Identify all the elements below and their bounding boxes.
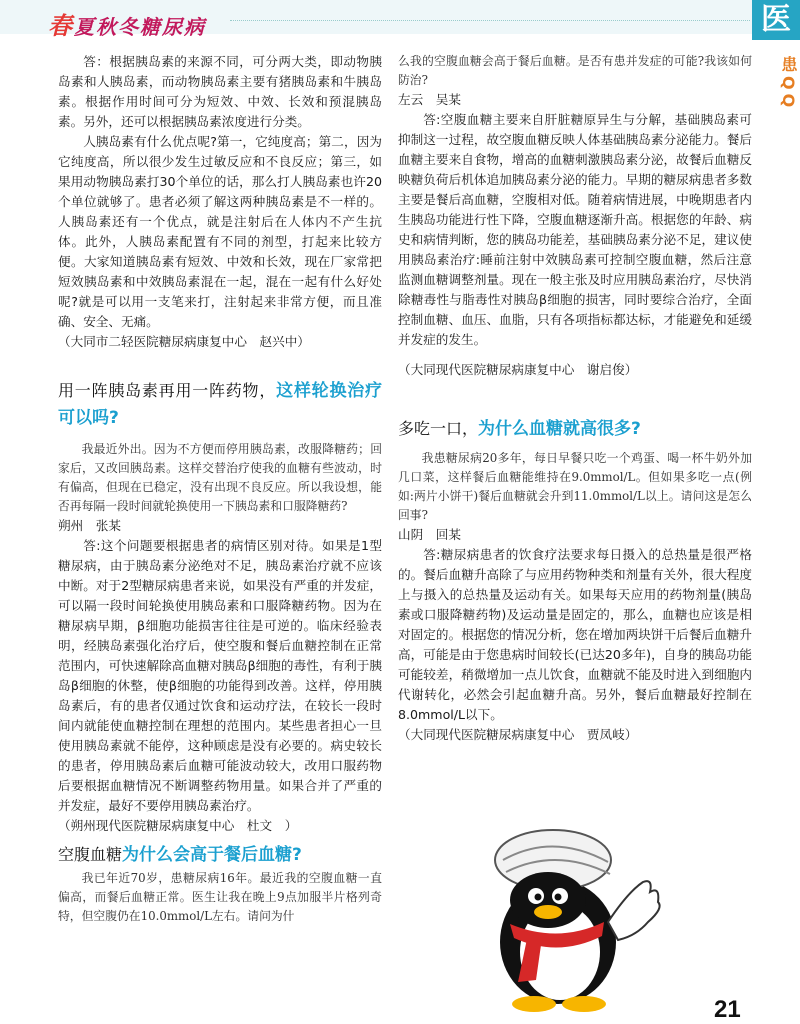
question-signature: 山阴 回某	[398, 527, 461, 542]
side-strip-label: 患QQ	[779, 56, 798, 112]
magazine-column-title: 春夏秋冬糖尿病	[48, 11, 206, 40]
reader-question-continued: 么我的空腹血糖会高于餐后血糖。是否有患并发症的可能?我该如何防治?	[398, 54, 752, 87]
intro-answer-2: 人胰岛素有什么优点呢?第一，它纯度高；第二，因为它纯度高，所以很少发生过敏反应和不良反应；第三，如果用动物胰岛素打30个单位的话，那么打人胰岛素也许20个单位就够了。患者必须了解这两种胰岛素是不一样的。人胰岛素还有一个优点，就是注射后在人体内不产生抗体。此外，人胰岛素配置有不同的剂型，打起来比较方便。大家知道胰岛素有短效、中效和长效，现在厂家常把短效胰岛素和中效胰岛素混在一起，混在一起有什么好处呢?就是可以用一支笔来打，注射起来非常方便，而且准确、安全、无痛。	[58, 134, 382, 329]
answer-source: （大同现代医院糖尿病康复中心 谢启俊）	[398, 362, 638, 377]
answer-source: （朔州现代医院糖尿病康复中心 杜文 ）	[58, 818, 298, 833]
doctor-answer: 答:糖尿病患者的饮食疗法要求每日摄入的总热量是很严格的。餐后血糖升高除了与应用药物种类和剂量有关外，很大程度上与摄入的总热量及运动有关。如果每天应用的药物剂量(胰岛素或口服降糖药物)及运动量是固定的，那么，血糖也应该是相对固定的。根据您的情况分析，您在增加两块饼干后餐后血糖升高，可能是由于您患病时间较长(已达20多年)，自身的胰岛功能可能较差，稍微增加一点儿饮食，血糖就不能及时进入到细胞内代谢转化，必然会引起血糖升高。另外，餐后血糖最好控制在8.0mmol/L以下。	[398, 547, 752, 722]
intro-source: （大同市二轻医院糖尿病康复中心 赵兴中）	[58, 334, 310, 349]
section-title: 用一阵胰岛素再用一阵药物，这样轮换治疗可以吗?	[58, 381, 382, 428]
doctor-answer: 答:这个问题要根据患者的病情区别对待。如果是1型糖尿病，由于胰岛素分泌绝对不足，胰岛素治疗就不应该中断。对于2型糖尿病患者来说，如果没有严重的并发症，可以隔一段时间轮换使用胰岛素和口服降糖药物。因为在糖尿病早期，β细胞功能损害往往是可逆的。临床经验表明，经胰岛素强化治疗后，使空腹和餐后血糖控制在正常范围内，可快速解除高血糖对胰岛β细胞的毒性，有利于胰岛β细胞的休整，使β细胞的功能得到改善。这样，停用胰岛素后，有的患者仅通过饮食和运动疗法，在较长一段时间内就能使血糖控制在理想的范围内。某些患者担心一旦使用胰岛素就不能停，这种顾虑是没有必要的。病史较长的患者，停用胰岛素后血糖可能波动较大，改用口服药物后要根据血糖情况不断调整药物用量。如果合并了严重的并发症，最好不要停用胰岛素治疗。	[58, 538, 382, 813]
doctor-answer: 答:空腹血糖主要来自肝脏糖原异生与分解，基础胰岛素可抑制这一过程，故空腹血糖反映人体基础胰岛素分泌能力。餐后血糖主要来自食物，增高的血糖刺激胰岛素分泌，故餐后血糖反映糖负荷后机体追加胰岛素分泌的能力。早期的糖尿病患者多数主要是餐后高血糖，空腹相对低。随着病情进展，中晚期患者内生胰岛功能进行性下降，空腹血糖逐渐升高。根据您的年龄、病史和病情判断，您的胰岛功能差，基础胰岛素分泌不足，建议使用胰岛素治疗:睡前注射中效胰岛素可控制空腹血糖，然后注意监测血糖调整剂量。现在一般主张及时应用胰岛素治疗，尽快消除糖毒性与脂毒性对胰岛β细胞的损害，同时要综合治疗，全面控制血糖、血压、血脂，只有各项指标都达标，才能避免和延缓并发症的发生。	[398, 112, 752, 347]
penguin-mascot-icon	[468, 812, 668, 1012]
intro-answer: 答：根据胰岛素的来源不同，可分两大类，即动物胰岛素和人胰岛素，而动物胰岛素主要有猪胰岛素和牛胰岛素。根据作用时间可分为短效、中效、长效和预混胰岛素。另外，还可以根据胰岛素浓度进行分类。	[58, 54, 382, 129]
page-number: 21	[714, 996, 741, 1023]
section-title: 多吃一口，为什么血糖就高很多?	[398, 419, 641, 439]
reader-question: 我最近外出。因为不方便而停用胰岛素，改服降糖药；回家后，又改回胰岛素。这样交替治疗使我的血糖有些波动，时有偏高，但现在已稳定，没有出现不良反应。所以我设想，能否再每隔一段时间就轮换使用一下胰岛素和口服降糖药?	[58, 442, 382, 513]
question-signature: 朔州 张某	[58, 518, 121, 533]
answer-source: （大同现代医院糖尿病康复中心 贾凤岐）	[398, 727, 638, 742]
left-column	[58, 52, 382, 926]
reader-question: 我已年近70岁，患糖尿病16年。最近我的空腹血糖一直偏高，而餐后血糖正常。医生让我在晚上9点加服半片格列奇特，但空腹仍在10.0mmol/L左右。请问为什	[58, 871, 382, 923]
section-title: 空腹血糖为什么会高于餐后血糖?	[58, 845, 302, 865]
question-signature: 左云 吴某	[398, 92, 461, 107]
side-tab: 医	[752, 0, 800, 40]
header-divider	[230, 20, 750, 21]
reader-question: 我患糖尿病20多年，每日早餐只吃一个鸡蛋、喝一杯牛奶外加几口菜，这样餐后血糖能维持在9.0mmol/L。但如果多吃一点(例如:两片小饼干)餐后血糖就会升到11.0mmol/L以上。请问这是怎么回事?	[398, 451, 752, 522]
right-column	[398, 52, 752, 745]
